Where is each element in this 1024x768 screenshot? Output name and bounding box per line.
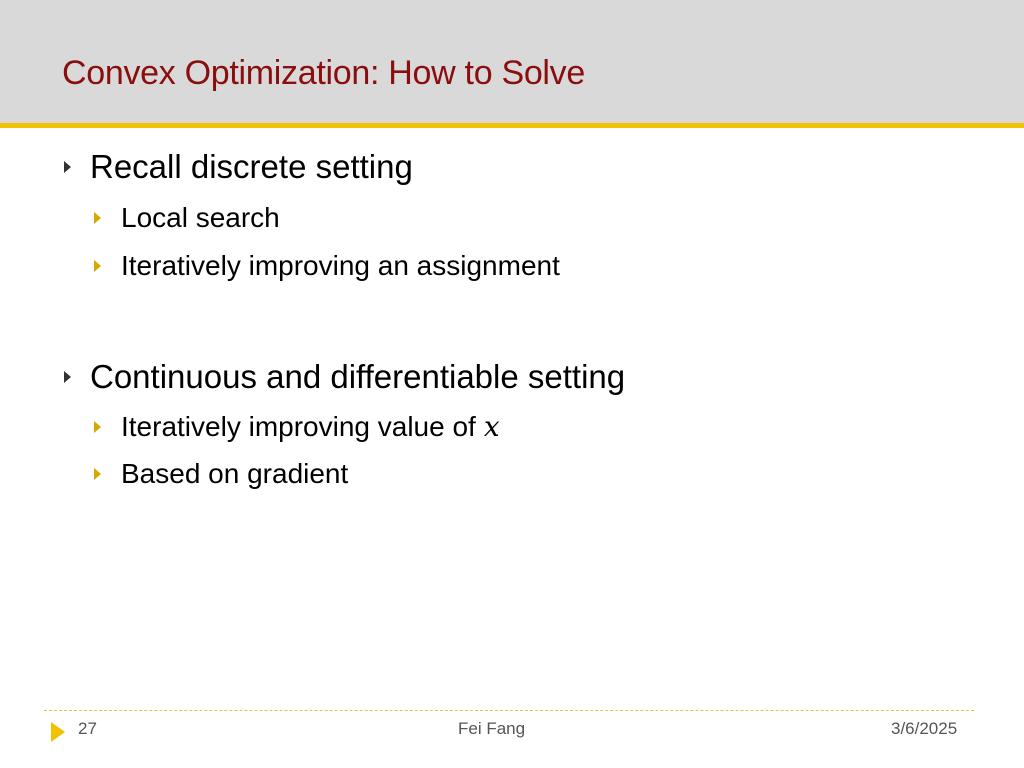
sub-bullet-arrow-icon [94,212,101,224]
bullet-text: Continuous and differentiable setting [90,358,626,395]
sub-bullet-text: Local search [121,202,280,233]
sub-bullet-text: Iteratively improving an assignment [121,250,560,281]
bullet-arrow-icon [64,161,71,173]
footer-divider [44,710,974,711]
sub-bullet-arrow-icon [94,421,101,433]
footer-author: Fei Fang [458,719,526,738]
sub-bullet-gradient [94,458,348,490]
slide-title: Convex Optimization: How to Solve [62,54,585,92]
bullet-continuous-differentiable [64,358,625,396]
sub-bullet-iterative-assignment [94,250,560,282]
bullet-arrow-icon [64,371,71,383]
page-number: 27 [78,719,97,738]
bullet-text: Recall discrete setting [90,148,413,185]
sub-bullet-arrow-icon [94,468,101,480]
math-variable-x: x [483,410,500,443]
sub-bullet-text: Based on gradient [121,458,349,489]
footer-date: 3/6/2025 [891,719,958,738]
bullet-recall-discrete [64,148,413,186]
sub-bullet-arrow-icon [94,260,101,272]
title-divider [0,123,1024,128]
title-bar [0,0,1024,123]
sub-bullet-text: Iteratively improving value of [121,410,476,442]
sub-bullet-local-search [94,202,280,234]
sub-bullet-iterative-value [94,410,500,443]
footer-arrow-icon [51,722,65,742]
